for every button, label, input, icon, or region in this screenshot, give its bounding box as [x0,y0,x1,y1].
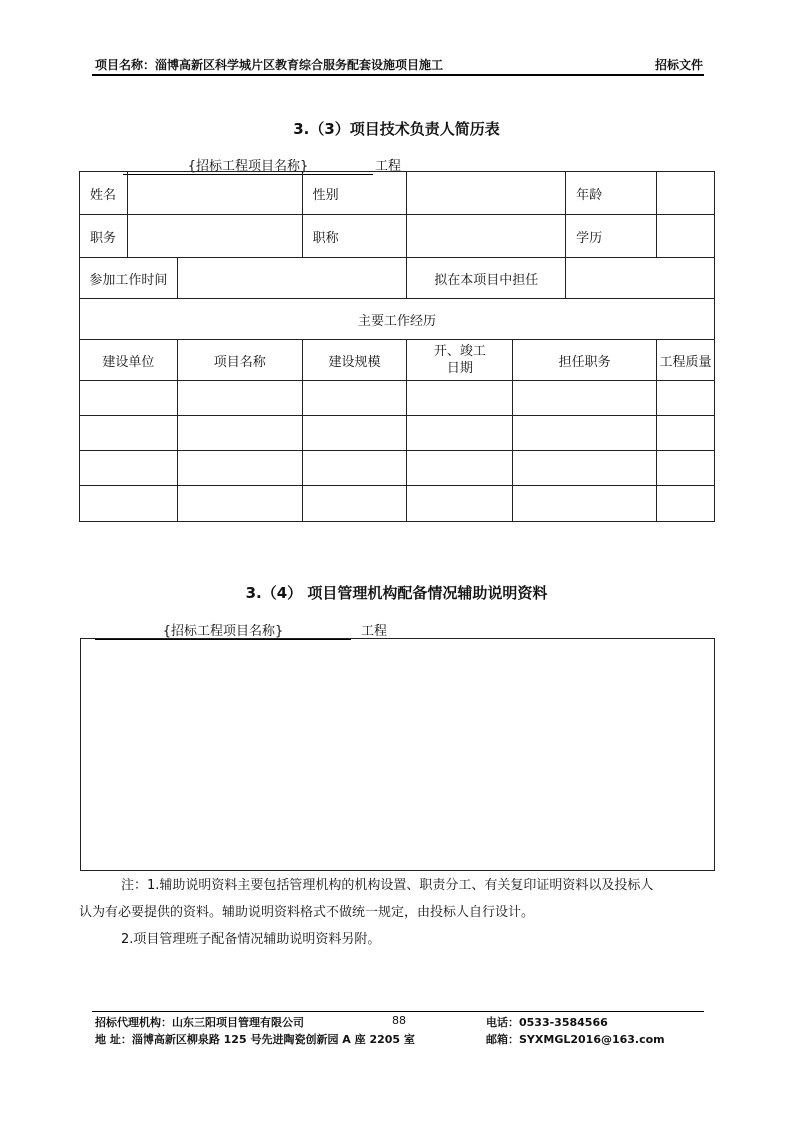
cell[interactable] [302,451,407,486]
resume-table [79,171,715,522]
label-name: 姓名 [80,172,128,215]
project-suffix: 工程 [375,159,402,174]
label-title: 职称 [302,215,407,258]
label-age: 年龄 [566,172,657,215]
table-row [80,381,715,416]
label-gender: 性别 [302,172,407,215]
table-row [80,299,715,340]
note-line-3: 2.项目管理班子配备情况辅助说明资料另附。 [121,932,381,947]
cell[interactable] [177,486,302,522]
cell[interactable] [513,416,657,451]
header-doc-type: 招标文件 [654,58,703,72]
input-join-time[interactable] [177,258,407,299]
column-header: 开、竣工 日期 [407,340,513,381]
cell[interactable] [513,381,657,416]
cell[interactable] [407,381,513,416]
cell[interactable] [407,486,513,522]
table-row [80,416,715,451]
cell[interactable] [80,381,178,416]
footer-divider [92,1011,704,1012]
cell[interactable] [657,451,715,486]
input-title[interactable] [407,215,566,258]
input-role[interactable] [566,258,715,299]
note-line-1: 注：1.辅助说明资料主要包括管理机构的机构设置、职责分工、有关复印证明资料以及投标人 [121,878,654,893]
header-divider [92,74,704,76]
cell[interactable] [177,451,302,486]
column-header: 建设单位 [80,340,178,381]
cell[interactable] [657,486,715,522]
cell[interactable] [302,381,407,416]
page-number: 88 [392,1014,406,1027]
footer-agency: 招标代理机构：山东三阳项目管理有限公司 [95,1016,304,1029]
column-header: 建设规模 [302,340,407,381]
supplementary-info-box[interactable] [80,638,715,871]
label-join-time: 参加工作时间 [80,258,178,299]
footer-address: 地 址：淄博高新区柳泉路 125 号先进陶瓷创新园 A 座 2205 室 [95,1033,415,1046]
column-header: 担任职务 [513,340,657,381]
footer-phone: 电话：0533-3584566 [486,1016,608,1029]
column-header-row [80,340,715,381]
input-gender[interactable] [407,172,566,215]
table-row [80,451,715,486]
cell[interactable] [513,486,657,522]
project-name-placeholder: {招标工程项目名称} [95,620,351,640]
cell[interactable] [407,416,513,451]
input-name[interactable] [127,172,302,215]
input-education[interactable] [657,215,715,258]
project-suffix: 工程 [361,624,388,639]
cell[interactable] [657,416,715,451]
table-row [80,215,715,258]
cell[interactable] [302,416,407,451]
table-row [80,258,715,299]
column-header: 工程质量 [657,340,715,381]
cell[interactable] [177,416,302,451]
table-row [80,486,715,522]
header-project-name: 项目名称：淄博高新区科学城片区教育综合服务配套设施项目施工 [95,58,444,72]
section2-project-line [95,620,387,640]
project-name-placeholder: {招标工程项目名称} [123,155,373,175]
cell[interactable] [513,451,657,486]
column-header: 项目名称 [177,340,302,381]
table-row [80,172,715,215]
label-experience: 主要工作经历 [80,299,715,340]
cell[interactable] [80,416,178,451]
page-header [95,56,703,76]
note-line-2: 认为有必要提供的资料。辅助说明资料格式不做统一规定，由投标人自行设计。 [79,905,535,920]
cell[interactable] [302,486,407,522]
section2-title: 3.（4） 项目管理机构配备情况辅助说明资料 [245,584,548,602]
cell[interactable] [80,486,178,522]
cell[interactable] [407,451,513,486]
input-position[interactable] [127,215,302,258]
cell[interactable] [177,381,302,416]
cell[interactable] [80,451,178,486]
input-age[interactable] [657,172,715,215]
footer-email: 邮箱：SYXMGL2016@163.com [486,1033,665,1046]
label-role: 拟在本项目中担任 [407,258,566,299]
section1-title: 3.（3）项目技术负责人简历表 [293,120,500,138]
cell[interactable] [657,381,715,416]
label-education: 学历 [566,215,657,258]
label-position: 职务 [80,215,128,258]
